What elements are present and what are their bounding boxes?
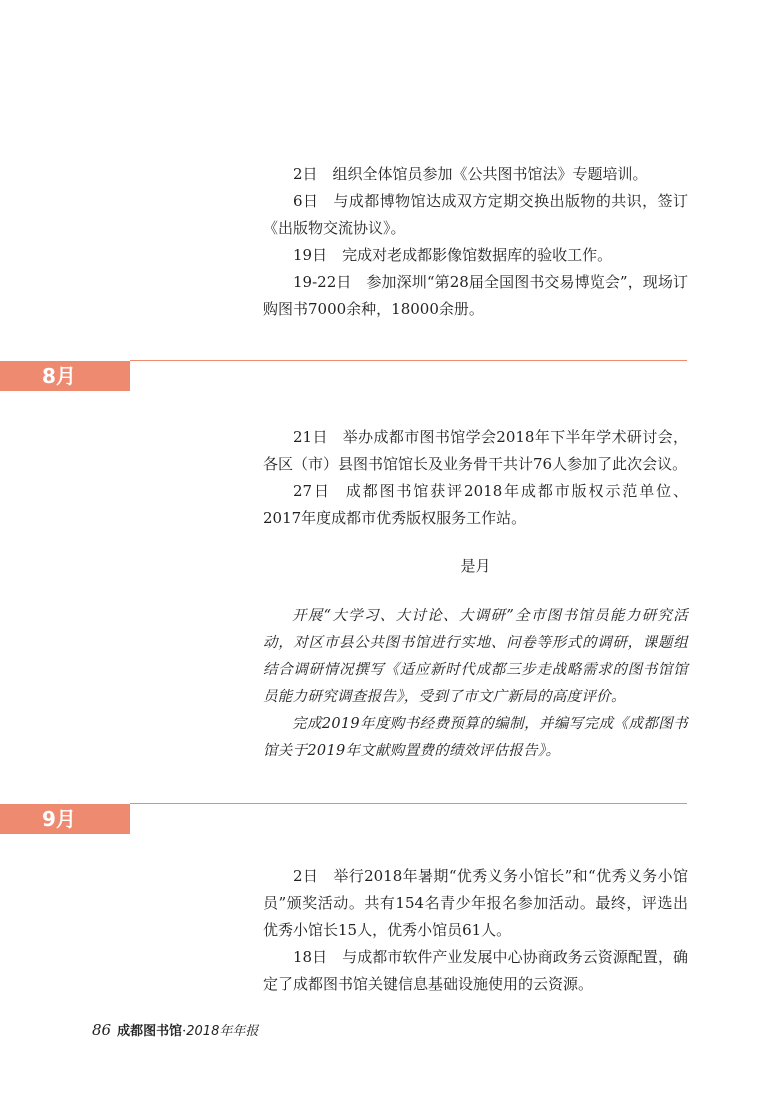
month-heading-september: 9月 (0, 804, 130, 834)
report-title: 2018年年报 (186, 1024, 259, 1039)
july-entries (263, 161, 688, 323)
entry: 18日 与成都市软件产业发展中心协商政务云资源配置，确定了成都图书馆关键信息基础设施使用的云资源。 (263, 948, 688, 993)
month-note: 开展“大学习、大讨论、大调研”全市图书馆员能力研究活动，对区市县公共图书馆进行实地、问卷等形式的调研，课题组结合调研情况撰写《适应新时代成都三步走战略需求的图书馆馆员能力研究调查报告》，受到了市文广新局的高度评价。 (263, 608, 688, 705)
footer-separator: · (182, 1024, 187, 1039)
divider (130, 803, 687, 804)
month-heading-august: 8月 (0, 361, 130, 391)
entry: 19日 完成对老成都影像馆数据库的验收工作。 (293, 246, 613, 264)
august-month-notes (263, 603, 688, 765)
divider (130, 360, 687, 361)
entry: 2日 组织全体馆员参加《公共图书馆法》专题培训。 (293, 165, 648, 183)
library-name: 成都图书馆 (117, 1024, 183, 1039)
entry: 6日 与成都博物馆达成双方定期交换出版物的共识，签订《出版物交流协议》。 (263, 192, 688, 237)
page-footer (92, 1020, 258, 1039)
page-number: 86 (92, 1021, 112, 1039)
subheading: 是月 (460, 557, 491, 575)
entry: 19-22日 参加深圳“第28届全国图书交易博览会”，现场订购图书7000余种，18000余册。 (263, 273, 688, 318)
entry: 2日 举行2018年暑期“优秀义务小馆长”和“优秀义务小馆员”颁奖活动。共有154名青少年报名参加活动。最终，评选出优秀小馆长15人，优秀小馆员61人。 (263, 867, 689, 939)
september-entries (263, 863, 688, 998)
month-note: 完成2019年度购书经费预算的编制，并编写完成《成都图书馆关于2019年文献购置费的绩效评估报告》。 (263, 716, 688, 759)
entry: 27日 成都图书馆获评2018年成都市版权示范单位、2017年度成都市优秀版权服务工作站。 (263, 482, 688, 527)
august-entries (263, 424, 688, 532)
entry: 21日 举办成都市图书馆学会2018年下半年学术研讨会，各区（市）县图书馆馆长及业务骨干共计76人参加了此次会议。 (263, 428, 688, 473)
